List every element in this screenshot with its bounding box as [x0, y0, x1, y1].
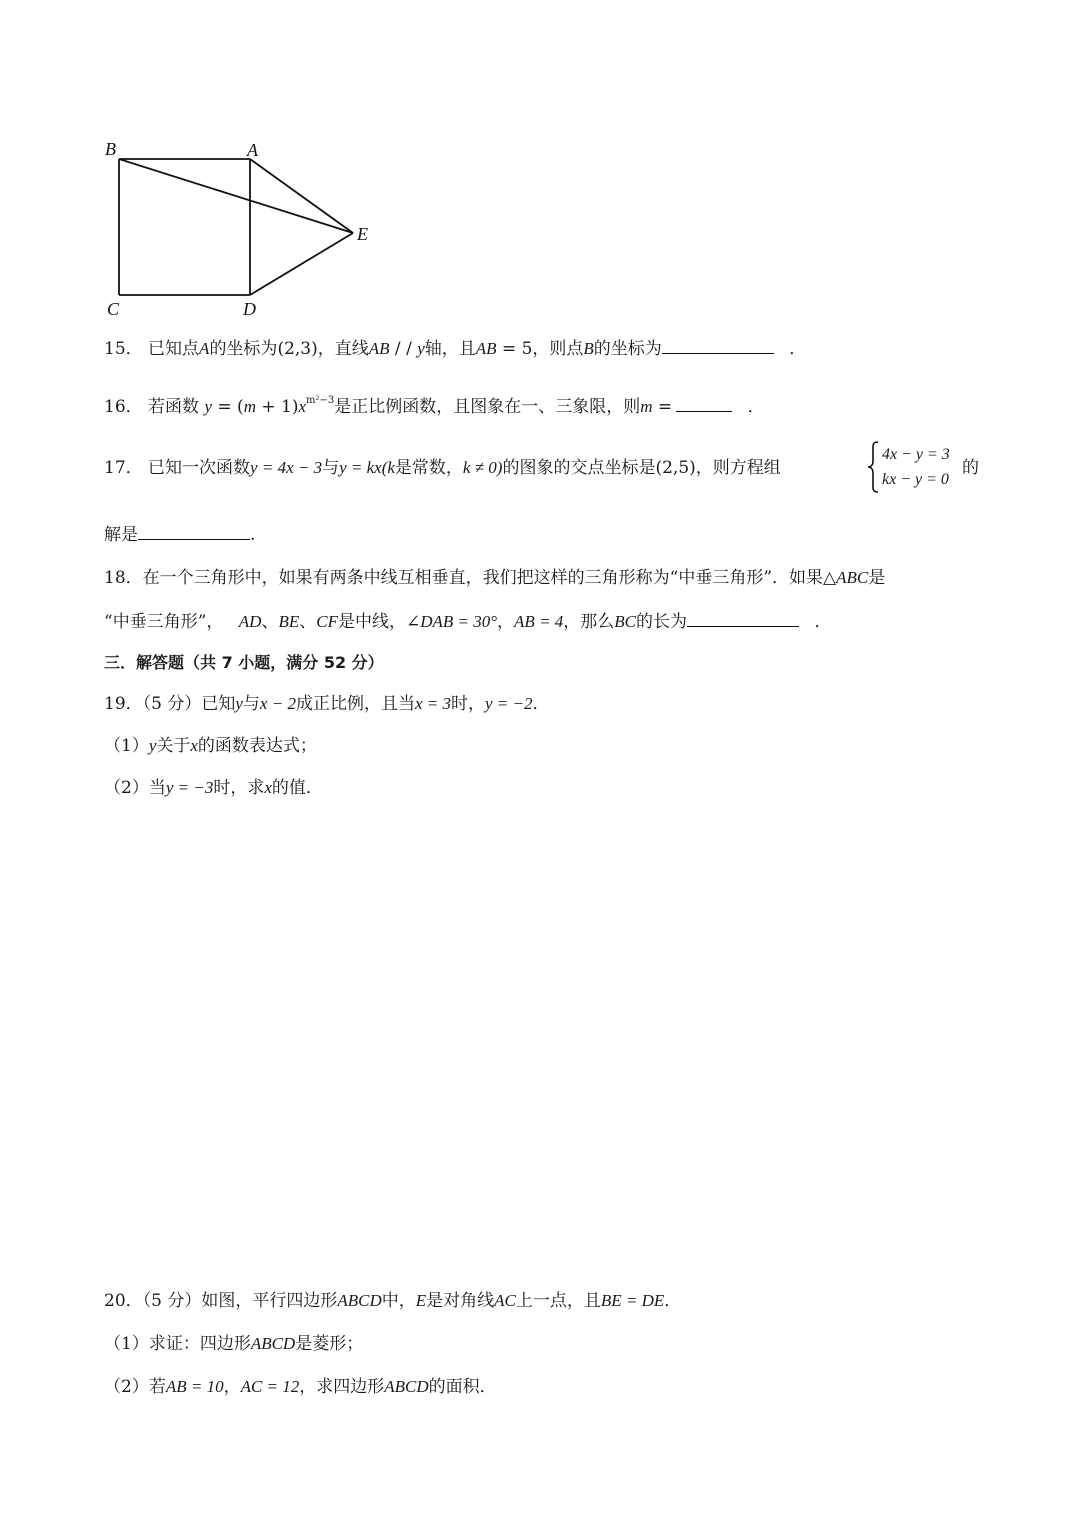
q20-number: 20． — [104, 1291, 143, 1311]
label-B: B — [105, 139, 116, 159]
question-15: 15． 已知点A的坐标为(2,3)，直线AB / / y轴，且AB = 5，则点B的坐标为 ． — [104, 339, 807, 359]
answer-blank-16[interactable] — [676, 395, 732, 412]
system-eq-2: kx − y = 0 — [882, 471, 949, 488]
q19-sub-1: （1）y关于x的函数表达式； — [104, 736, 317, 756]
question-19: 19．（5 分）已知y与x − 2成正比例，且当x = 3时，y = −2． — [104, 694, 550, 714]
question-16: 16． 若函数 $y = (m + 1)x^{m^2-3}$是正比例函数，且图象在一、三象限，则m = ． — [104, 395, 765, 417]
label-C: C — [107, 299, 120, 319]
answer-blank-17[interactable] — [138, 523, 250, 540]
q17-tail: 的 — [962, 458, 979, 478]
question-17-line2: 解是 . — [104, 525, 256, 545]
system-eq-1: 4x − y = 3 — [882, 446, 950, 463]
q15-number: 15． — [104, 339, 143, 359]
q19-sub-2: （2）当y = −3时，求x的值． — [104, 778, 323, 798]
segment-AE — [250, 159, 353, 233]
q20-sub-1: （1）求证：四边形ABCD是菱形； — [104, 1334, 364, 1354]
q17-number: 17． — [104, 458, 143, 478]
label-E: E — [357, 224, 368, 244]
question-18-line2: “中垂三角形”， AD、BE、CF是中线，∠DAB = 30°，AB = 4，那么BC的长为 ． — [104, 612, 832, 632]
geometry-figure — [95, 135, 395, 325]
question-18-line1: 18．在一个三角形中，如果有两条中线互相垂直，我们把这样的三角形称为“中垂三角形”．如果△ABC是 — [104, 568, 886, 588]
q19-number: 19． — [104, 694, 143, 714]
question-20: 20．（5 分）如图，平行四边形ABCD中，E是对角线AC上一点，且BE = DE． — [104, 1291, 682, 1311]
equation-system — [866, 440, 962, 494]
segment-BE — [119, 159, 353, 233]
label-A: A — [247, 140, 258, 160]
q20-sub-2: （2）若AB = 10，AC = 12，求四边形ABCD的面积． — [104, 1377, 497, 1397]
exponent: m²−3 — [306, 395, 335, 406]
answer-blank-18[interactable] — [687, 610, 799, 627]
answer-blank-15[interactable] — [662, 337, 774, 354]
section-heading: 三．解答题（共 7 小题，满分 52 分） — [104, 653, 384, 672]
question-17: 17． 已知一次函数y = 4x − 3与y = kx(k是常数，k ≠ 0)的图象的交点坐标是(2,5)，则方程组 — [104, 458, 781, 478]
left-brace — [866, 440, 880, 494]
label-D: D — [243, 299, 256, 319]
segment-DE — [250, 233, 353, 295]
q16-number: 16． — [104, 397, 143, 417]
q18-number: 18． — [104, 568, 143, 588]
